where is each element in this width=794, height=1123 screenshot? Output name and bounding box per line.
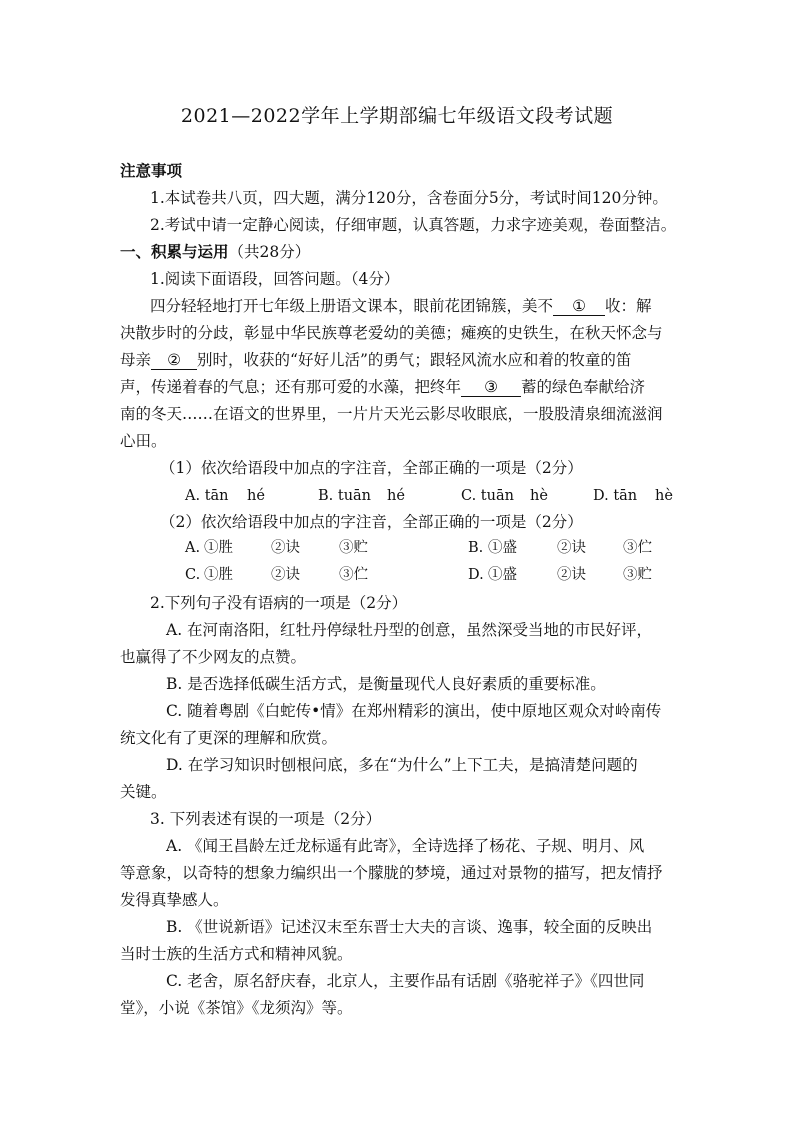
subquestion-2-stem: （2）依次给语段中加点的字注音，全部正确的一项是（2分） (160, 513, 583, 531)
question-1-stem: 1.阅读下面语段，回答问题。（4分） (150, 270, 400, 288)
passage-text: 四分轻轻地打开七年级上册语文课本，眼前花团锦簇，美不 (150, 297, 554, 315)
option-part: ①胜 (204, 540, 233, 556)
option-part: ③贮 (339, 540, 368, 556)
section-heading (120, 241, 310, 263)
option-a-continued: 也赢得了不少网友的点赞。 (120, 648, 307, 666)
question-2-stem: 2.下列句子没有语病的一项是（2分） (150, 594, 408, 612)
passage-text: 母亲 (120, 351, 152, 369)
passage-text: 别时，收获的“好好儿活”的勇气；跟轻风流水应和着的牧童的笛 (197, 351, 632, 369)
passage-text: 蓄的绿色奉献给济 (521, 378, 646, 396)
option-c-continued: 堂》，小说《茶馆》《龙须沟》等。 (120, 999, 353, 1017)
option-d[interactable] (468, 565, 652, 585)
passage-line: 心田。 (120, 432, 167, 450)
option-part: ②诀 (271, 567, 300, 583)
option-part: ②诀 (557, 540, 586, 556)
option-b-value: hé (387, 488, 405, 504)
option-a[interactable]: A. 《闻王昌龄左迁龙标遥有此寄》，全诗选择了杨花、子规、明月、风 (166, 837, 645, 855)
question-3-stem: 3. 下列表述有误的一项是（2分） (150, 810, 382, 828)
option-c[interactable] (185, 565, 368, 585)
option-part: ②诀 (271, 540, 300, 556)
option-c[interactable]: C. 随着粤剧《白蛇传•情》在郑州精彩的演出，使中原地区观众对岭南传 (166, 702, 662, 720)
passage-line (120, 349, 631, 371)
blank-2: ② (151, 351, 197, 370)
option-part: ③伫 (339, 567, 368, 583)
option-label: C. (185, 567, 201, 583)
section-score: （共28分） (228, 243, 311, 261)
notice-item-2: 2.考试中请一定静心阅读，仔细审题，认真答题，力求字迹美观，卷面整洁。 (150, 216, 677, 234)
blank-1: ① (553, 297, 605, 316)
option-label: D. (468, 567, 484, 583)
option-part: ①盛 (488, 540, 517, 556)
option-d-continued: 关键。 (120, 783, 167, 801)
option-a-continued: 等意象，以奇特的想象力编织出一个朦胧的梦境，通过对景物的描写，把友情抒 (120, 864, 663, 882)
option-c-continued: 统文化有了更深的理解和欣赏。 (120, 729, 338, 747)
passage-text: 收：解 (605, 297, 652, 315)
option-c[interactable]: C. tuān (461, 488, 514, 504)
option-a-value: hé (247, 488, 265, 504)
option-a-continued: 发得真挚感人。 (120, 891, 229, 909)
option-b[interactable]: B. 是否选择低碳生活方式，是衡量现代人良好素质的重要标准。 (166, 675, 606, 693)
option-c[interactable]: C. 老舍，原名舒庆春，北京人，主要作品有话剧《骆驼祥子》《四世同 (166, 972, 645, 990)
option-c-value: hè (530, 488, 548, 504)
option-a[interactable]: A. tān (185, 488, 229, 504)
option-b[interactable]: B. 《世说新语》记述汉末至东晋士大夫的言谈、逸事，较全面的反映出 (166, 918, 653, 936)
passage-line: 决散步时的分歧，彰显中华民族尊老爱幼的美德；瘫痪的史铁生，在秋天怀念与 (120, 324, 663, 342)
option-a[interactable]: A. 在河南洛阳，红牡丹停绿牡丹型的创意，虽然深受当地的市民好评， (166, 621, 653, 639)
option-part: ③贮 (623, 567, 652, 583)
option-d-value: hè (655, 488, 673, 504)
option-part: ①盛 (488, 567, 517, 583)
passage-line (120, 376, 645, 398)
option-d[interactable]: D. 在学习知识时刨根问底，多在“为什么”上下工夫，是搞清楚问题的 (166, 756, 638, 774)
passage-line (150, 295, 652, 317)
option-label: B. (468, 540, 484, 556)
option-b[interactable]: B. tuān (318, 488, 372, 504)
option-part: ②诀 (557, 567, 586, 583)
option-part: ①胜 (204, 567, 233, 583)
page-title: 2021—2022学年上学期部编七年级语文段考试题 (180, 105, 614, 127)
option-part: ③伫 (623, 540, 652, 556)
section-title: 一、积累与运用 (120, 242, 229, 261)
notice-item-1: 1.本试卷共八页，四大题，满分120分，含卷面分5分，考试时间120分钟。 (150, 189, 668, 207)
option-a[interactable] (185, 538, 368, 558)
passage-text: 声，传递着春的气息；还有那可爱的水藻，把终年 (120, 378, 462, 396)
passage-line: 南的冬天……在语文的世界里，一片片天光云影尽收眼底，一股股清泉细流滋润 (120, 405, 663, 423)
option-b-continued: 当时士族的生活方式和精神风貌。 (120, 945, 353, 963)
notice-heading: 注意事项 (120, 161, 183, 180)
subquestion-1-stem: （1）依次给语段中加点的字注音，全部正确的一项是（2分） (160, 459, 583, 477)
blank-3: ③ (461, 378, 521, 397)
option-b[interactable] (468, 538, 652, 558)
option-d[interactable]: D. tān (593, 488, 638, 504)
option-label: A. (185, 540, 201, 556)
